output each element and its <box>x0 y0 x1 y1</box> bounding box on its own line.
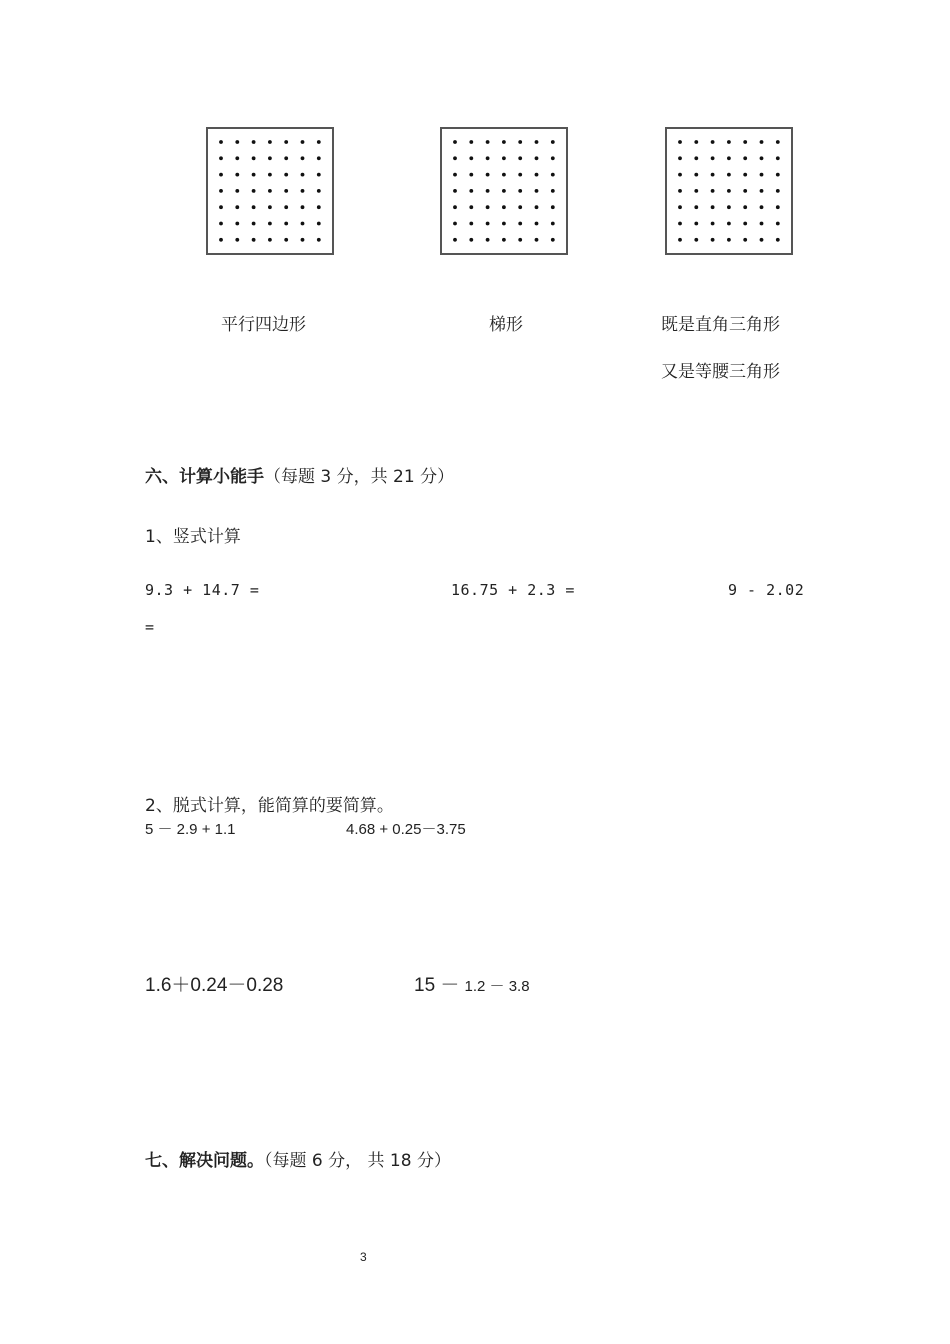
grid-dot <box>252 222 256 226</box>
grid-dot <box>301 140 305 144</box>
grid-dot <box>711 189 715 193</box>
grid-dot <box>694 222 698 226</box>
vertical-calc-3-equals: = <box>145 618 155 636</box>
grid-dot <box>252 156 256 160</box>
grid-dot <box>678 189 682 193</box>
dot-grid-dots <box>208 129 332 253</box>
grid-dot <box>469 222 473 226</box>
grid-dot <box>219 222 223 226</box>
caption-trapezoid: 梯形 <box>489 315 523 335</box>
grid-dot <box>727 238 731 242</box>
grid-dot <box>252 205 256 209</box>
section6-heading <box>145 462 454 487</box>
grid-dot <box>551 156 555 160</box>
grid-dot <box>301 173 305 177</box>
grid-dot <box>301 222 305 226</box>
grid-dot <box>694 238 698 242</box>
grid-dot <box>453 156 457 160</box>
grid-dot <box>219 173 223 177</box>
grid-dot <box>301 189 305 193</box>
grid-dot <box>743 189 747 193</box>
grid-dot <box>317 222 321 226</box>
grid-dot <box>268 173 272 177</box>
grid-dot <box>518 173 522 177</box>
grid-dot <box>486 156 490 160</box>
grid-dot <box>252 173 256 177</box>
part2-label: 2、脱式计算，能简算的要简算。 <box>145 796 394 816</box>
grid-dot <box>268 189 272 193</box>
grid-dot <box>219 238 223 242</box>
grid-dot <box>219 140 223 144</box>
grid-dot <box>235 173 239 177</box>
grid-dot <box>760 205 764 209</box>
dot-grid-dots <box>442 129 566 253</box>
grid-dot <box>252 140 256 144</box>
grid-dot <box>486 140 490 144</box>
grid-dot <box>518 238 522 242</box>
section6-note: （每题 3 分，共 21 分） <box>264 467 455 487</box>
grid-dot <box>727 222 731 226</box>
grid-dot <box>453 222 457 226</box>
grid-dot <box>453 238 457 242</box>
dot-grid-trapezoid <box>440 127 568 255</box>
caption-triangle-line1: 既是直角三角形 <box>661 315 780 335</box>
part1-label: 1、竖式计算 <box>145 527 241 547</box>
grid-dot <box>551 173 555 177</box>
grid-dot <box>235 189 239 193</box>
dot-grid-triangle <box>665 127 793 255</box>
grid-dot <box>743 140 747 144</box>
grid-dot <box>502 238 506 242</box>
grid-dot <box>284 205 288 209</box>
grid-dot <box>727 189 731 193</box>
grid-dot <box>776 173 780 177</box>
grid-dot <box>711 205 715 209</box>
grid-dot <box>551 222 555 226</box>
grid-dot <box>518 222 522 226</box>
grid-dot <box>486 205 490 209</box>
dot-grid-dots <box>667 129 791 253</box>
grid-dot <box>760 140 764 144</box>
grid-dot <box>317 156 321 160</box>
section7-heading <box>145 1146 451 1171</box>
grid-dot <box>453 140 457 144</box>
grid-dot <box>469 189 473 193</box>
grid-dot <box>678 238 682 242</box>
grid-dot <box>678 222 682 226</box>
grid-dot <box>678 205 682 209</box>
grid-dot <box>727 173 731 177</box>
grid-dot <box>743 205 747 209</box>
grid-dot <box>268 205 272 209</box>
stepwise-calc-4-lead: 15 － <box>414 975 460 996</box>
grid-dot <box>268 156 272 160</box>
grid-dot <box>551 238 555 242</box>
grid-dot <box>252 189 256 193</box>
stepwise-calc-4-tail: 1.2 － 3.8 <box>464 978 530 995</box>
stepwise-calc-3: 1.6＋0.24－0.28 <box>145 975 284 996</box>
grid-dot <box>284 189 288 193</box>
vertical-calc-3: 9 - 2.02 <box>728 581 805 599</box>
grid-dot <box>284 140 288 144</box>
grid-dot <box>727 156 731 160</box>
grid-dot <box>551 189 555 193</box>
grid-dot <box>535 173 539 177</box>
grid-dot <box>235 222 239 226</box>
grid-dot <box>502 189 506 193</box>
grid-dot <box>301 156 305 160</box>
grid-dot <box>694 205 698 209</box>
grid-dot <box>776 140 780 144</box>
vertical-calc-1: 9.3 + 14.7 = <box>145 581 260 599</box>
grid-dot <box>486 173 490 177</box>
grid-dot <box>235 156 239 160</box>
grid-dot <box>268 222 272 226</box>
grid-dot <box>502 173 506 177</box>
grid-dot <box>317 189 321 193</box>
grid-dot <box>235 238 239 242</box>
grid-dot <box>727 205 731 209</box>
grid-dot <box>727 140 731 144</box>
grid-dot <box>235 140 239 144</box>
grid-dot <box>219 156 223 160</box>
grid-dot <box>486 238 490 242</box>
grid-dot <box>252 238 256 242</box>
grid-dot <box>535 238 539 242</box>
grid-dot <box>711 156 715 160</box>
grid-dot <box>469 238 473 242</box>
caption-triangle-line2: 又是等腰三角形 <box>661 362 780 382</box>
grid-dot <box>284 222 288 226</box>
grid-dot <box>235 205 239 209</box>
grid-dot <box>502 205 506 209</box>
grid-dot <box>776 156 780 160</box>
grid-dot <box>219 189 223 193</box>
grid-dot <box>694 156 698 160</box>
grid-dot <box>711 222 715 226</box>
stepwise-calc-2: 4.68 + 0.25－3.75 <box>346 821 466 838</box>
grid-dot <box>317 205 321 209</box>
grid-dot <box>535 140 539 144</box>
vertical-calc-2: 16.75 + 2.3 = <box>451 581 575 599</box>
grid-dot <box>535 222 539 226</box>
grid-dot <box>469 205 473 209</box>
grid-dot <box>694 189 698 193</box>
grid-dot <box>760 173 764 177</box>
grid-dot <box>776 238 780 242</box>
page-number: 3 <box>360 1250 367 1264</box>
grid-dot <box>453 189 457 193</box>
grid-dot <box>760 156 764 160</box>
grid-dot <box>711 173 715 177</box>
stepwise-calc-1: 5 － 2.9 + 1.1 <box>145 821 236 838</box>
grid-dot <box>502 156 506 160</box>
grid-dot <box>776 189 780 193</box>
grid-dot <box>317 173 321 177</box>
grid-dot <box>268 238 272 242</box>
grid-dot <box>760 189 764 193</box>
grid-dot <box>502 222 506 226</box>
grid-dot <box>301 238 305 242</box>
grid-dot <box>711 140 715 144</box>
grid-dot <box>219 205 223 209</box>
grid-dot <box>760 222 764 226</box>
section6-title: 六、计算小能手 <box>145 467 264 487</box>
grid-dot <box>678 173 682 177</box>
stepwise-calc-4 <box>414 970 530 997</box>
grid-dot <box>743 173 747 177</box>
grid-dot <box>453 173 457 177</box>
grid-dot <box>535 189 539 193</box>
grid-dot <box>535 205 539 209</box>
grid-dot <box>678 140 682 144</box>
grid-dot <box>486 189 490 193</box>
caption-parallelogram: 平行四边形 <box>221 315 306 335</box>
grid-dot <box>284 156 288 160</box>
grid-dot <box>760 238 764 242</box>
grid-dot <box>317 238 321 242</box>
grid-dot <box>743 156 747 160</box>
grid-dot <box>453 205 457 209</box>
grid-dot <box>518 205 522 209</box>
grid-dot <box>486 222 490 226</box>
grid-dot <box>469 173 473 177</box>
grid-dot <box>743 238 747 242</box>
grid-dot <box>535 156 539 160</box>
grid-dot <box>694 173 698 177</box>
grid-dot <box>518 189 522 193</box>
grid-dot <box>518 156 522 160</box>
grid-dot <box>694 140 698 144</box>
section7-note: （每题 6 分， 共 18 分） <box>264 1151 451 1171</box>
grid-dot <box>711 238 715 242</box>
grid-dot <box>743 222 747 226</box>
grid-dot <box>284 238 288 242</box>
grid-dot <box>678 156 682 160</box>
grid-dot <box>502 140 506 144</box>
grid-dot <box>776 205 780 209</box>
grid-dot <box>268 140 272 144</box>
grid-dot <box>776 222 780 226</box>
section7-title: 七、解决问题。 <box>145 1151 264 1171</box>
grid-dot <box>317 140 321 144</box>
grid-dot <box>301 205 305 209</box>
grid-dot <box>518 140 522 144</box>
dot-grid-parallelogram <box>206 127 334 255</box>
grid-dot <box>284 173 288 177</box>
grid-dot <box>469 140 473 144</box>
grid-dot <box>469 156 473 160</box>
grid-dot <box>551 205 555 209</box>
grid-dot <box>551 140 555 144</box>
